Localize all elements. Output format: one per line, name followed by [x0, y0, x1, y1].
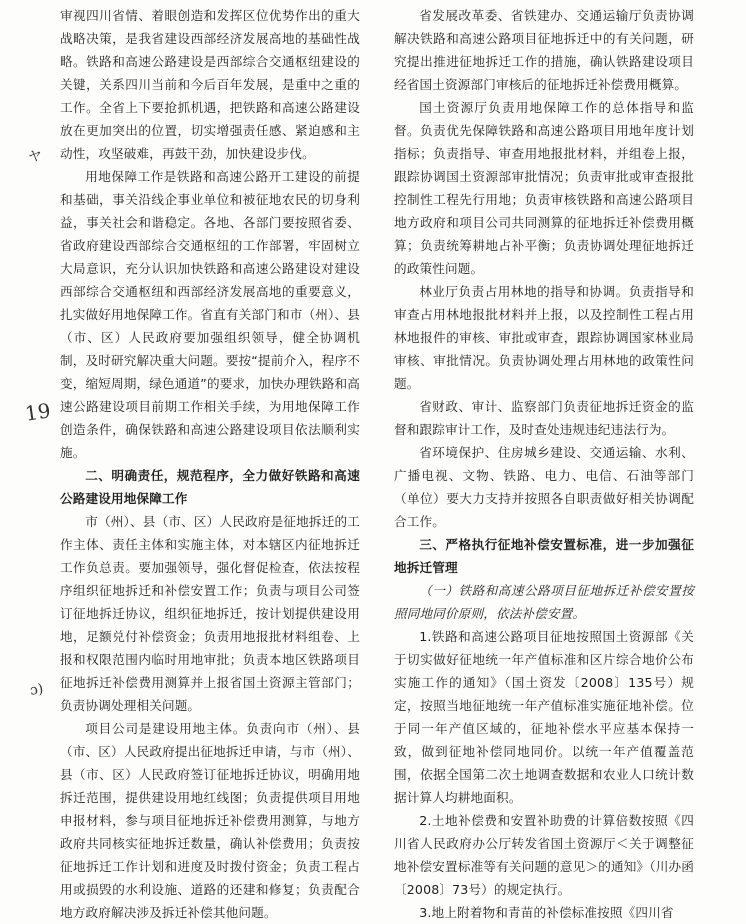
- subsection-heading: （一）铁路和高速公路项目征地拆迁补偿安置按照同地同价原则，依法补偿安置。: [394, 583, 694, 621]
- paragraph: 2.土地补偿费和安置补助费的计算倍数按照《四川省人民政府办公厅转发省国土资源厅＜关于调整征地补偿安置标准等有关问题的意见＞的通知》（川办函〔2008〕73号）的规定执行。: [394, 813, 694, 897]
- paragraph: 审视四川省情、着眼创造和发挥区位优势作出的重大战略决策，是我省建设西部经济发展高地的基础性战略。铁路和高速公路建设是西部综合交通枢纽建设的关键，关系四川当前和今后百年发展，是重中之重的工作。全省上下要抢抓机遇，把铁路和高速公路建设放在更加突出的位置，切实增强责任感、紧迫感和主动性，攻坚破难，再鼓干劲，加快建设步伐。: [60, 8, 360, 161]
- paragraph: 1.铁路和高速公路项目征地按照国土资源部《关于切实做好征地统一年产值标准和区片综合地价公布实施工作的通知》（国土资发〔2008〕135号）规定，按照当地征地统一年产值标准实施征地补偿。位于同一年产值区域的，征地补偿水平应基本保持一致，做到征地补偿同地同价。以统一年产值覆盖范围，依据全国第二次土地调查数据和农业人口统计数据计算人均耕地面积。: [394, 629, 694, 805]
- paragraph: 项目公司是建设用地主体。负责向市（州）、县（市、区）人民政府提出征地拆迁申请，与市（州）、县（市、区）人民政府签订征地拆迁协议，明确用地拆迁范围，提供建设用地红线图；负责提供项目用地申报材料，参与项目征地拆迁补偿费用测算，与地方政府共同核实征地拆迁数量，确认补偿费用；负责按征地拆迁工作计划和进度及时拨付资金；负责工程占用或损毁的水利设施、道路的还建和修复；负责配合地方政府解决涉及拆迁补偿其他问题。: [60, 721, 360, 920]
- paragraph: 林业厅负责占用林地的指导和协调。负责指导和审查占用林地报批材料并上报，以及控制性工程占用林地报件的审核、审批或审查，跟踪协调国家林业局审核、审批情况。负责协调处理占用林地的政策性问题。: [394, 284, 694, 391]
- paragraph: 市（州）、县（市、区）人民政府是征地拆迁的工作主体、责任主体和实施主体，对本辖区内征地拆迁工作负总责。要加强领导，强化督促检查，依法按程序组织征地拆迁和补偿安置工作；负责与项目公司签订征地拆迁协议，组织征地拆迁，按计划提供建设用地，足额兑付补偿资金；负责用地报批材料组卷、上报和权限范围内临时用地审批；负责本地区铁路项目征地拆迁补偿费用测算并上报省国土资源主管部门；负责协调处理相关问题。: [60, 514, 360, 713]
- paragraph: 3.地上附着物和青苗的补偿标准按照《四川省: [419, 905, 674, 920]
- paragraph: 用地保障工作是铁路和高速公路开工建设的前提和基础，事关沿线企事业单位和被征地农民的切身利益，事关社会和谐稳定。各地、各部门要按照省委、省政府建设西部综合交通枢纽的工作部署，牢固树立大局意识，充分认识加快铁路和高速公路建设对建设西部综合交通枢纽和西部经济发展高地的重要意义，扎实做好用地保障工作。省直有关部门和市（州）、县（市、区）人民政府要加强组织领导，健全协调机制，及时研究解决重大问题。要按“提前介入，程序不变，缩短周期，绿色通道”的要求，加快办理铁路和高速公路建设项目前期工作相关手续，为用地保障工作创造条件，确保铁路和高速公路建设项目依法顺利实施。: [60, 169, 360, 460]
- right-column: [394, 4, 694, 924]
- paragraph: 省财政、审计、监察部门负责征地拆迁资金的监督和跟踪审计工作，及时查处违规违纪违法行为。: [394, 399, 694, 437]
- section-heading: 二、明确责任，规范程序，全力做好铁路和高速公路建设用地保障工作: [60, 468, 360, 506]
- margin-mark: ɔ): [28, 681, 45, 699]
- left-column: [60, 4, 360, 924]
- margin-mark: ヤ: [27, 148, 44, 166]
- section-heading: 三、严格执行征地补偿安置标准，进一步加强征地拆迁管理: [394, 537, 694, 575]
- paragraph: 省环境保护、住房城乡建设、交通运输、水利、广播电视、文物、铁路、电力、电信、石油等部门（单位）要大力支持并按照各自职责做好相关协调配合工作。: [394, 445, 694, 529]
- paragraph: 省发展改革委、省铁建办、交通运输厅负责协调解决铁路和高速公路项目征地拆迁中的有关问题，研究提出推进征地拆迁工作的措施，确认铁路建设项目经省国土资源部门审核后的征地拆迁补偿费用概算。: [394, 8, 694, 92]
- paragraph: 国土资源厅负责用地保障工作的总体指导和监督。负责优先保障铁路和高速公路项目用地年度计划指标；负责指导、审查用地报批材料，并组卷上报，跟踪协调国土资源部审批情况；负责审批或审查报批控制性工程先行用地；负责审核铁路和高速公路项目地方政府和项目公司共同测算的征地拆迁补偿费用概算；负责统筹耕地占补平衡；负责协调处理征地拆迁的政策性问题。: [394, 100, 694, 276]
- margin-mark: 19: [23, 398, 52, 426]
